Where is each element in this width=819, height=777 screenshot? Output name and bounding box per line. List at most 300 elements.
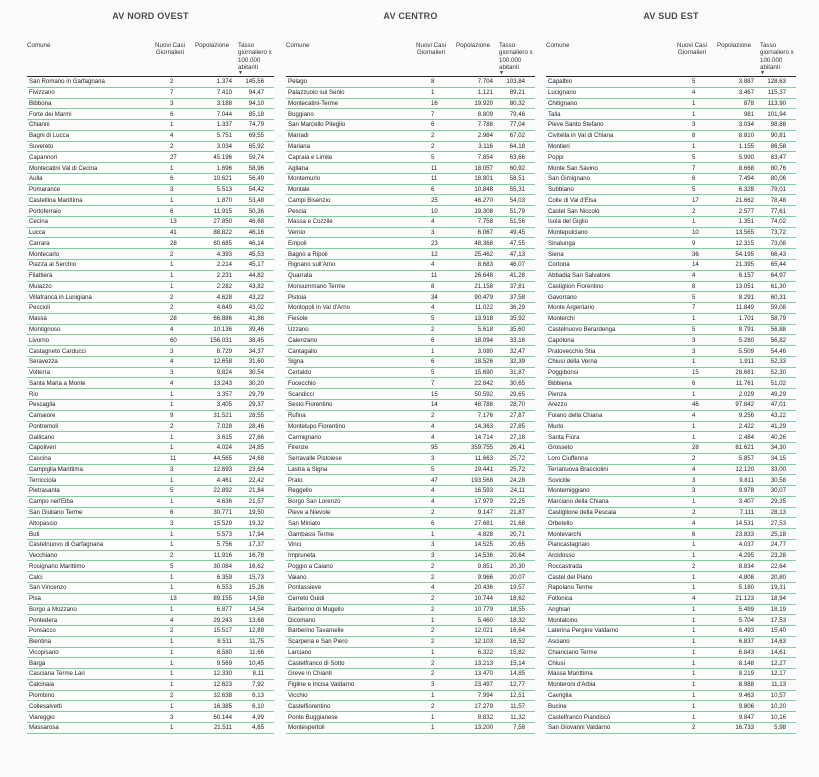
cell-new-cases: 1 bbox=[692, 670, 696, 678]
cell-new-cases: 1 bbox=[692, 627, 696, 635]
table-row bbox=[27, 508, 274, 519]
cell-population: 8.810 bbox=[738, 132, 754, 140]
table-row bbox=[27, 357, 274, 368]
cell-rate: 19,31 bbox=[770, 584, 786, 592]
cell-comune: Montieri bbox=[548, 142, 570, 150]
cell-population: 60.685 bbox=[213, 239, 232, 247]
table-row bbox=[27, 131, 274, 142]
cell-comune: Vicopisano bbox=[29, 648, 59, 656]
cell-new-cases: 3 bbox=[692, 121, 696, 129]
cell-comune: Capannori bbox=[29, 153, 58, 161]
panel-av-sud-est bbox=[546, 8, 796, 773]
cell-rate: 43,22 bbox=[770, 412, 786, 420]
cell-comune: Chianni bbox=[29, 121, 50, 129]
table-row bbox=[286, 400, 535, 411]
cell-new-cases: 4 bbox=[431, 304, 435, 312]
header-population[interactable]: Popolazione bbox=[455, 42, 491, 49]
cell-population: 48.788 bbox=[474, 401, 493, 409]
header-comune[interactable]: Comune bbox=[546, 42, 570, 49]
cell-new-cases: 23 bbox=[431, 239, 438, 247]
cell-rate: 16,64 bbox=[509, 627, 525, 635]
cell-new-cases: 5 bbox=[431, 465, 435, 473]
cell-population: 13.213 bbox=[474, 659, 493, 667]
cell-rate: 60,31 bbox=[770, 293, 786, 301]
table-row bbox=[286, 680, 535, 691]
cell-new-cases: 1 bbox=[170, 433, 174, 441]
table-row bbox=[27, 583, 274, 594]
cell-population: 5.573 bbox=[216, 530, 232, 538]
cell-rate: 26,41 bbox=[509, 444, 525, 452]
cell-population: 1.870 bbox=[216, 196, 232, 204]
cell-population: 8.219 bbox=[738, 670, 754, 678]
table-row bbox=[286, 131, 535, 142]
cell-population: 8.291 bbox=[738, 293, 754, 301]
cell-new-cases: 28 bbox=[692, 444, 699, 452]
cell-rate: 38,45 bbox=[248, 336, 264, 344]
cell-population: 12.120 bbox=[735, 465, 754, 473]
header-new-cases[interactable]: Nuovi Casi Giornalieri bbox=[677, 42, 707, 57]
cell-rate: 24,85 bbox=[248, 444, 264, 452]
cell-new-cases: 1 bbox=[431, 616, 435, 624]
cell-rate: 56,82 bbox=[770, 336, 786, 344]
cell-population: 48.368 bbox=[474, 239, 493, 247]
cell-new-cases: 2 bbox=[170, 552, 174, 560]
cell-rate: 6,13 bbox=[252, 692, 264, 700]
header-rate[interactable] bbox=[756, 42, 796, 76]
table-row bbox=[286, 389, 535, 400]
cell-population: 4.828 bbox=[477, 530, 493, 538]
cell-population: 4.393 bbox=[216, 250, 232, 258]
cell-comune: Montignoso bbox=[29, 325, 61, 333]
cell-comune: Borgo a Mozzano bbox=[29, 605, 77, 613]
cell-population: 7.044 bbox=[216, 110, 232, 118]
table-row bbox=[286, 669, 535, 680]
cell-new-cases: 3 bbox=[692, 476, 696, 484]
cell-rate: 101,94 bbox=[767, 110, 786, 118]
cell-population: 9.851 bbox=[477, 562, 493, 570]
cell-new-cases: 3 bbox=[170, 99, 174, 107]
cell-population: 14.531 bbox=[735, 519, 754, 527]
cell-rate: 17,37 bbox=[248, 541, 264, 549]
cell-comune: Arcidosso bbox=[548, 552, 575, 560]
cell-population: 7.494 bbox=[738, 175, 754, 183]
cell-rate: 47,13 bbox=[509, 250, 525, 258]
cell-new-cases: 1 bbox=[692, 552, 696, 560]
table-row bbox=[27, 99, 274, 110]
cell-rate: 25,72 bbox=[509, 455, 525, 463]
table-row bbox=[546, 217, 796, 228]
cell-comune: Montespertoli bbox=[288, 724, 325, 732]
table-row bbox=[27, 303, 274, 314]
header-rate[interactable] bbox=[495, 42, 535, 76]
table-row bbox=[27, 282, 274, 293]
header-comune[interactable]: Comune bbox=[27, 42, 51, 49]
table-row bbox=[546, 497, 796, 508]
cell-new-cases: 17 bbox=[692, 196, 699, 204]
table-row bbox=[286, 637, 535, 648]
cell-population: 7.410 bbox=[216, 89, 232, 97]
cell-rate: 20,64 bbox=[509, 552, 525, 560]
cell-rate: 29,79 bbox=[248, 390, 264, 398]
table-row bbox=[286, 163, 535, 174]
cell-population: 90.479 bbox=[474, 293, 493, 301]
table-row bbox=[546, 282, 796, 293]
header-rate[interactable] bbox=[234, 42, 274, 76]
cell-new-cases: 4 bbox=[431, 261, 435, 269]
cell-rate: 30,54 bbox=[248, 369, 264, 377]
header-new-cases[interactable]: Nuovi Casi Giornalieri bbox=[155, 42, 185, 57]
cell-comune: Bientina bbox=[29, 638, 52, 646]
cell-population: 31.521 bbox=[213, 412, 232, 420]
table-row bbox=[286, 249, 535, 260]
table-row bbox=[546, 314, 796, 325]
cell-comune: San Miniato bbox=[288, 519, 321, 527]
cell-population: 878 bbox=[743, 99, 754, 107]
cell-population: 2.422 bbox=[738, 422, 754, 430]
table-row bbox=[286, 185, 535, 196]
table-row bbox=[286, 475, 535, 486]
table-body bbox=[546, 76, 796, 734]
cell-comune: Prato bbox=[288, 476, 303, 484]
cell-population: 4.636 bbox=[216, 498, 232, 506]
table-row bbox=[546, 238, 796, 249]
table-row bbox=[27, 551, 274, 562]
cell-new-cases: 1 bbox=[692, 110, 696, 118]
cell-comune: Rufina bbox=[288, 412, 306, 420]
table-row bbox=[27, 325, 274, 336]
cell-comune: Castelfiorentino bbox=[288, 702, 331, 710]
cell-rate: 34,30 bbox=[770, 444, 786, 452]
cell-rate: 74,79 bbox=[248, 121, 264, 129]
cell-population: 5.180 bbox=[738, 584, 754, 592]
cell-population: 4.037 bbox=[738, 541, 754, 549]
table-row bbox=[27, 475, 274, 486]
cell-population: 50.592 bbox=[474, 390, 493, 398]
cell-comune: Cavriglia bbox=[548, 692, 572, 700]
cell-population: 5.857 bbox=[738, 455, 754, 463]
table-row bbox=[546, 626, 796, 637]
table-row bbox=[286, 701, 535, 712]
cell-population: 21.158 bbox=[474, 282, 493, 290]
cell-rate: 79,46 bbox=[509, 110, 525, 118]
cell-population: 23.497 bbox=[474, 681, 493, 689]
cell-comune: Roccastrada bbox=[548, 562, 583, 570]
cell-new-cases: 3 bbox=[170, 369, 174, 377]
cell-rate: 23,28 bbox=[770, 552, 786, 560]
cell-rate: 83,47 bbox=[770, 153, 786, 161]
cell-comune: Pienza bbox=[548, 390, 567, 398]
cell-comune: Campi Bisenzio bbox=[288, 196, 331, 204]
table-row bbox=[27, 605, 274, 616]
cell-new-cases: 2 bbox=[170, 692, 174, 700]
cell-comune: Montevarchi bbox=[548, 530, 582, 538]
cell-comune: Calcinaia bbox=[29, 681, 55, 689]
cell-comune: Barga bbox=[29, 659, 46, 667]
cell-new-cases: 1 bbox=[692, 218, 696, 226]
table-row bbox=[286, 615, 535, 626]
cell-new-cases: 6 bbox=[692, 175, 696, 183]
table-row bbox=[27, 572, 274, 583]
cell-population: 12.693 bbox=[213, 465, 232, 473]
cell-new-cases: 1 bbox=[170, 702, 174, 710]
cell-new-cases: 3 bbox=[431, 229, 435, 237]
cell-rate: 10,16 bbox=[770, 713, 786, 721]
header-comune[interactable]: Comune bbox=[286, 42, 310, 49]
table-row bbox=[286, 594, 535, 605]
cell-new-cases: 1 bbox=[170, 605, 174, 613]
cell-rate: 15,73 bbox=[248, 573, 264, 581]
cell-new-cases: 2 bbox=[431, 627, 435, 635]
cell-population: 10.779 bbox=[474, 605, 493, 613]
table-row bbox=[27, 228, 274, 239]
cell-new-cases: 6 bbox=[431, 336, 435, 344]
cell-new-cases: 8 bbox=[431, 282, 435, 290]
cell-new-cases: 9 bbox=[692, 239, 696, 247]
table-header bbox=[27, 24, 274, 76]
cell-new-cases: 3 bbox=[692, 347, 696, 355]
cell-population: 1.701 bbox=[738, 315, 754, 323]
cell-comune: Montecatini-Terme bbox=[288, 99, 339, 107]
cell-new-cases: 11 bbox=[170, 455, 177, 463]
cell-rate: 52,30 bbox=[770, 369, 786, 377]
cell-comune: Serravalle Pistoiese bbox=[288, 455, 342, 463]
cell-new-cases: 2 bbox=[431, 325, 435, 333]
cell-new-cases: 11 bbox=[431, 175, 438, 183]
cell-rate: 77,04 bbox=[509, 121, 525, 129]
cell-new-cases: 1 bbox=[692, 315, 696, 323]
cell-population: 3.467 bbox=[738, 89, 754, 97]
cell-comune: Terricciola bbox=[29, 476, 57, 484]
table-row bbox=[27, 271, 274, 282]
cell-population: 1.351 bbox=[738, 218, 754, 226]
cell-rate: 49,45 bbox=[509, 229, 525, 237]
cell-rate: 46,07 bbox=[509, 261, 525, 269]
cell-rate: 12,89 bbox=[248, 627, 264, 635]
cell-new-cases: 6 bbox=[431, 186, 435, 194]
cell-comune: Rapolano Terme bbox=[548, 584, 593, 592]
cell-rate: 15,26 bbox=[248, 584, 264, 592]
table-row bbox=[27, 637, 274, 648]
cell-new-cases: 1 bbox=[170, 659, 174, 667]
cell-comune: Villafranca in Lunigiana bbox=[29, 293, 92, 301]
cell-rate: 89,21 bbox=[509, 89, 525, 97]
cell-rate: 37,81 bbox=[509, 282, 525, 290]
table-row bbox=[27, 518, 274, 529]
cell-rate: 61,30 bbox=[770, 282, 786, 290]
cell-rate: 16,52 bbox=[509, 638, 525, 646]
cell-comune: Campiglia Marittima bbox=[29, 465, 83, 473]
cell-new-cases: 2 bbox=[692, 562, 696, 570]
cell-new-cases: 1 bbox=[692, 99, 696, 107]
cell-population: 4.628 bbox=[216, 293, 232, 301]
cell-comune: Montalcino bbox=[548, 616, 578, 624]
cell-population: 8.809 bbox=[477, 110, 493, 118]
cell-rate: 28,13 bbox=[770, 509, 786, 516]
cell-population: 5.509 bbox=[738, 347, 754, 355]
cell-rate: 18,19 bbox=[770, 605, 786, 613]
table-row bbox=[286, 626, 535, 637]
cell-population: 3.188 bbox=[216, 99, 232, 107]
cell-population: 23.833 bbox=[735, 530, 754, 538]
cell-comune: Sinalunga bbox=[548, 239, 576, 247]
table-row bbox=[286, 335, 535, 346]
cell-new-cases: 3 bbox=[431, 541, 435, 549]
cell-new-cases: 1 bbox=[170, 444, 174, 452]
cell-population: 3.615 bbox=[216, 433, 232, 441]
cell-population: 21.395 bbox=[735, 261, 754, 269]
cell-new-cases: 2 bbox=[431, 509, 435, 516]
cell-new-cases: 15 bbox=[431, 390, 438, 398]
cell-rate: 34,37 bbox=[248, 347, 264, 355]
cell-comune: Colle di Val d'Elsa bbox=[548, 196, 597, 204]
header-new-cases[interactable]: Nuovi Casi Giornalieri bbox=[416, 42, 446, 57]
cell-rate: 5,98 bbox=[774, 724, 786, 732]
table-row bbox=[286, 357, 535, 368]
cell-rate: 13,68 bbox=[248, 616, 264, 624]
cell-new-cases: 1 bbox=[692, 638, 696, 646]
cell-comune: Montale bbox=[288, 186, 310, 194]
cell-new-cases: 6 bbox=[431, 121, 435, 129]
cell-new-cases: 2 bbox=[170, 250, 174, 258]
table-row bbox=[546, 249, 796, 260]
cell-new-cases: 2 bbox=[692, 509, 696, 516]
cell-rate: 56,88 bbox=[770, 325, 786, 333]
cell-comune: Montecatini Val di Cecina bbox=[29, 164, 98, 172]
cell-rate: 50,36 bbox=[248, 207, 264, 215]
cell-rate: 29,65 bbox=[509, 390, 525, 398]
cell-population: 7.028 bbox=[216, 422, 232, 430]
cell-comune: Castelnuovo di Garfagnana bbox=[29, 541, 104, 549]
cell-comune: Pratovecchio Stia bbox=[548, 347, 596, 355]
cell-population: 5.499 bbox=[738, 605, 754, 613]
cell-comune: Barberino Tavarnelle bbox=[288, 627, 344, 635]
cell-rate: 22,42 bbox=[248, 476, 264, 484]
cell-rate: 78,48 bbox=[770, 196, 786, 204]
header-population[interactable]: Popolazione bbox=[194, 42, 230, 49]
cell-rate: 27,53 bbox=[770, 519, 786, 527]
cell-rate: 4,99 bbox=[252, 713, 264, 721]
cell-new-cases: 1 bbox=[692, 702, 696, 710]
cell-population: 2.577 bbox=[738, 207, 754, 215]
table-row bbox=[546, 271, 796, 282]
cell-comune: Siena bbox=[548, 250, 564, 258]
cell-comune: Chianciano Terme bbox=[548, 648, 598, 656]
cell-population: 981 bbox=[743, 110, 754, 118]
cell-new-cases: 5 bbox=[692, 78, 696, 86]
cell-rate: 19,32 bbox=[248, 519, 264, 527]
cell-rate: 20,07 bbox=[509, 573, 525, 581]
table-row bbox=[546, 368, 796, 379]
cell-population: 6.493 bbox=[738, 627, 754, 635]
cell-comune: Pontremoli bbox=[29, 422, 59, 430]
cell-rate: 30,20 bbox=[248, 379, 264, 387]
cell-population: 9.978 bbox=[738, 487, 754, 495]
cell-rate: 16,78 bbox=[248, 552, 264, 560]
cell-new-cases: 1 bbox=[170, 121, 174, 129]
cell-comune: Monte Argentario bbox=[548, 304, 595, 312]
cell-comune: Castagneto Carducci bbox=[29, 347, 86, 355]
cell-rate: 24,28 bbox=[509, 476, 525, 484]
cell-rate: 63,66 bbox=[509, 153, 525, 161]
cell-population: 14.714 bbox=[474, 433, 493, 441]
table-row bbox=[546, 454, 796, 465]
cell-population: 46.270 bbox=[474, 196, 493, 204]
cell-new-cases: 4 bbox=[692, 412, 696, 420]
cell-population: 8.988 bbox=[738, 681, 754, 689]
cell-new-cases: 1 bbox=[692, 541, 696, 549]
cell-population: 9.847 bbox=[738, 713, 754, 721]
table-row bbox=[286, 712, 535, 723]
cell-comune: Subbiano bbox=[548, 186, 574, 194]
cell-rate: 64,18 bbox=[509, 142, 525, 150]
cell-rate: 14,54 bbox=[248, 605, 264, 613]
cell-population: 21.511 bbox=[213, 724, 232, 732]
cell-rate: 22,64 bbox=[770, 562, 786, 570]
cell-new-cases: 2 bbox=[692, 455, 696, 463]
cell-new-cases: 6 bbox=[170, 110, 174, 118]
cell-rate: 29,37 bbox=[248, 401, 264, 409]
cell-new-cases: 1 bbox=[170, 530, 174, 538]
cell-rate: 41,28 bbox=[509, 272, 525, 280]
cell-comune: Campo nell'Elba bbox=[29, 498, 74, 506]
cell-comune: Rosignano Marittimo bbox=[29, 562, 85, 570]
header-rate-label: Tasso giornaliero x 100.000 abitanti bbox=[238, 42, 272, 71]
cell-population: 8.729 bbox=[216, 347, 232, 355]
cell-population: 11.022 bbox=[474, 304, 493, 312]
cell-population: 8.832 bbox=[477, 713, 493, 721]
cell-rate: 39,46 bbox=[248, 325, 264, 333]
table-row bbox=[27, 185, 274, 196]
cell-rate: 21,68 bbox=[509, 519, 525, 527]
cell-comune: Castelfranco Piandiscò bbox=[548, 713, 611, 721]
cell-new-cases: 1 bbox=[431, 713, 435, 721]
cell-comune: Marciano della Chiana bbox=[548, 498, 609, 506]
table-row bbox=[27, 163, 274, 174]
table-row bbox=[546, 400, 796, 411]
table-row bbox=[546, 561, 796, 572]
cell-population: 18.801 bbox=[474, 175, 493, 183]
cell-new-cases: 1 bbox=[692, 498, 696, 506]
cell-comune: Pieve a Nievole bbox=[288, 509, 331, 516]
cell-population: 17.279 bbox=[474, 702, 493, 710]
cell-population: 13.200 bbox=[474, 724, 493, 732]
table-row bbox=[546, 163, 796, 174]
table-row bbox=[27, 109, 274, 120]
cell-new-cases: 6 bbox=[692, 530, 696, 538]
cell-population: 5.751 bbox=[216, 132, 232, 140]
table-row bbox=[546, 325, 796, 336]
cell-new-cases: 3 bbox=[170, 519, 174, 527]
cell-rate: 56,49 bbox=[248, 175, 264, 183]
cell-rate: 98,88 bbox=[770, 121, 786, 129]
cell-new-cases: 10 bbox=[692, 229, 699, 237]
cell-comune: Terranuova Bracciolini bbox=[548, 465, 608, 473]
cell-rate: 43,22 bbox=[248, 293, 264, 301]
cell-rate: 18,94 bbox=[770, 595, 786, 603]
cell-new-cases: 95 bbox=[431, 444, 438, 452]
cell-comune: Empoli bbox=[288, 239, 307, 247]
cell-comune: Santa Fiora bbox=[548, 433, 580, 441]
cell-rate: 29,35 bbox=[770, 498, 786, 506]
cell-rate: 54,42 bbox=[248, 186, 264, 194]
header-population[interactable]: Popolazione bbox=[716, 42, 752, 49]
cell-comune: Loro Ciuffenna bbox=[548, 455, 588, 463]
cell-new-cases: 2 bbox=[431, 670, 435, 678]
cell-population: 16.593 bbox=[474, 487, 493, 495]
cell-rate: 66,43 bbox=[770, 250, 786, 258]
cell-comune: Livorno bbox=[29, 336, 49, 344]
table-row bbox=[546, 712, 796, 723]
